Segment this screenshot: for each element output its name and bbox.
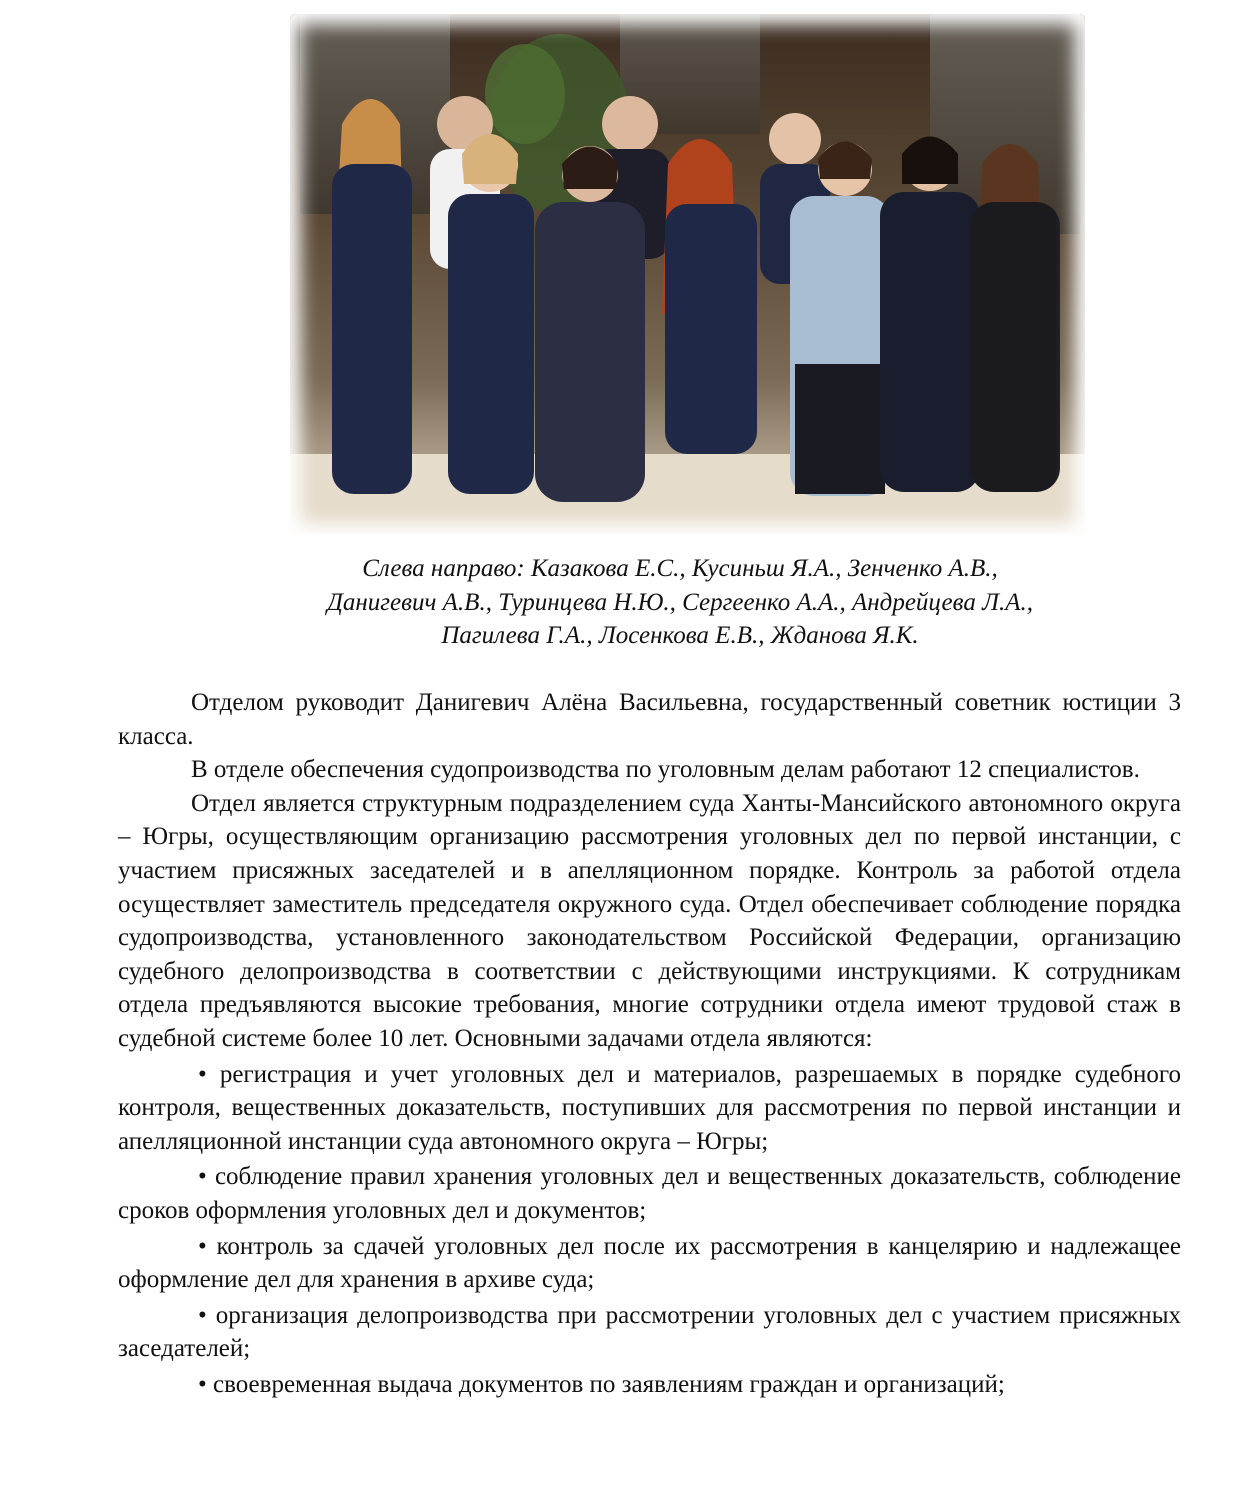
list-item: • регистрация и учет уголовных дел и материалов, разрешаемых в порядке судебного контроля, вещественных доказательств, поступивших для рассмотрения по первой инстанции и апелляционной инстанции суда автономного округа – Югры; <box>118 1060 1181 1155</box>
caption-line-1: Слева направо: Казакова Е.С., Кусиньш Я.А., Зенченко А.В., <box>362 555 998 582</box>
body-text <box>118 686 1181 1401</box>
group-photo-icon <box>290 14 1085 534</box>
list-item: • контроль за сдачей уголовных дел после их рассмотрения в канцелярию и надлежащее оформление дел для хранения в архиве суда; <box>118 1232 1181 1294</box>
caption-line-3: Пагилева Г.А., Лосенкова Е.В., Жданова Я.К. <box>441 622 919 649</box>
list-item: • своевременная выдача документов по заявлениям граждан и организаций; <box>198 1370 1005 1398</box>
paragraph-department-description: Отдел является структурным подразделением суда Ханты-Мансийского автономного округа – Югры, осуществляющим организацию рассмотрения уголовных дел по первой инстанции, с участием присяжных заседателей и в апелляционном порядке. Контроль за работой отдела осуществляет заместитель председателя окружного суда. Отдел обеспечивает соблюдение порядка судопроизводства, установленного законодательством Российской Федерации, организацию судебного делопроизводства в соответствии с действующими инструкциями. К сотрудникам отдела предъявляются высокие требования, многие сотрудники отдела имеют трудовой стаж в судебной системе более 10 лет. Основными задачами отдела являются: <box>118 789 1181 1052</box>
photo-caption <box>200 552 1160 653</box>
paragraph-head-of-department: Отделом руководит Данигевич Алёна Васильевна, государственный советник юстиции 3 класса. <box>118 689 1181 750</box>
list-item: • соблюдение правил хранения уголовных дел и вещественных доказательств, соблюдение сроков оформления уголовных дел и документов; <box>118 1163 1181 1224</box>
group-photo <box>290 14 1085 534</box>
task-list <box>118 1058 1181 1402</box>
paragraph-staff-count: В отделе обеспечения судопроизводства по уголовным делам работают 12 специалистов. <box>191 756 1140 784</box>
list-item: • организация делопроизводства при рассмотрении уголовных дел с участием присяжных заседателей; <box>118 1301 1181 1363</box>
caption-line-2: Данигевич А.В., Туринцева Н.Ю., Сергеенко А.А., Андрейцева Л.А., <box>326 588 1034 616</box>
